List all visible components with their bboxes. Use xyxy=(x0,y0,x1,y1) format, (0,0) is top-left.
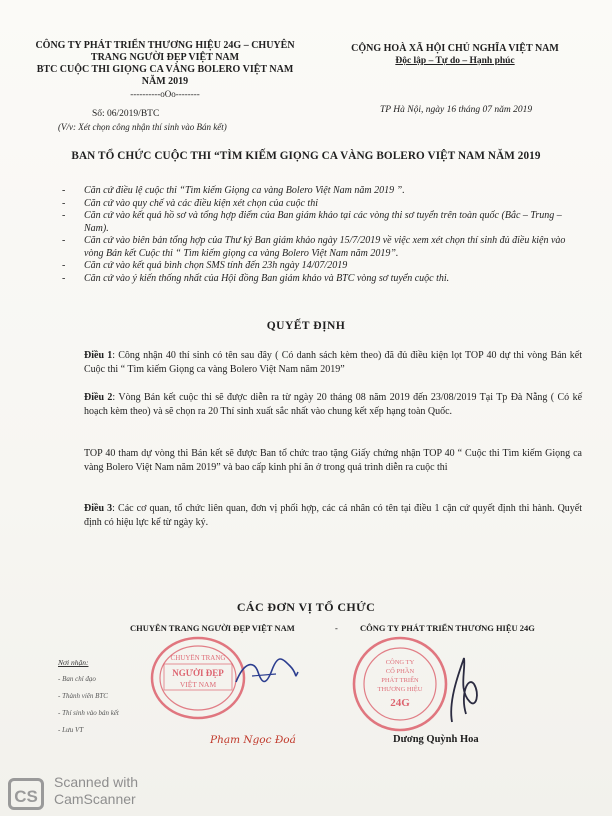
article-2-text: : Vòng Bán kết cuộc thi sẽ được diễn ra từ ngày 20 tháng 08 năm 2019 đến 23/08/2019 Tại Tp Đà Nẵng ( Có kế hoạch kèm theo) và sẽ chọn ra 20 Thí sinh xuất sắc nhất vào chung kết xếp hạng toàn Quốc. xyxy=(84,392,583,417)
legal-basis-item: - Căn cứ vào quy chế và các điều kiện xét chọn của cuộc thi xyxy=(62,197,318,209)
watermark-line-2: CamScanner xyxy=(54,791,136,807)
left-signer-name: Phạm Ngọc Đoá xyxy=(210,734,296,746)
article-3-label: Điều 3 xyxy=(84,503,113,514)
issuer-line-2: TRANG NGƯỜI ĐẸP VIỆT NAM xyxy=(90,52,240,63)
issuer-header xyxy=(30,40,300,100)
recipients-block xyxy=(58,657,119,736)
svg-text:VIỆT NAM: VIỆT NAM xyxy=(179,680,217,689)
issuer-line-1: CÔNG TY PHÁT TRIỂN THƯƠNG HIỆU 24G – CHUYÊN xyxy=(35,40,295,51)
organizer-separator: - xyxy=(335,623,338,633)
organizer-right: CÔNG TY PHÁT TRIỂN THƯƠNG HIỆU 24G xyxy=(360,623,535,633)
recipients-heading: Nơi nhận: xyxy=(58,658,89,667)
legal-basis-item: - Căn cứ vào kết quả bình chọn SMS tính đến 23h ngày 14/07/2019 xyxy=(62,260,348,271)
article-2 xyxy=(84,391,582,418)
right-signer-name: Dương Quỳnh Hoa xyxy=(393,734,479,745)
recipient-item: - Thí sinh vào bán kết xyxy=(58,709,119,717)
document-title: BAN TỔ CHỨC CUỘC THI “TÌM KIẾM GIỌNG CA VÀNG BOLERO VIỆT NAM NĂM 2019 xyxy=(71,150,541,162)
svg-text:PHÁT TRIỂN: PHÁT TRIỂN xyxy=(381,677,419,684)
recipient-item: - Thành viên BTC xyxy=(58,692,108,700)
recipient-item: - Ban chỉ đạo xyxy=(58,675,96,683)
issuer-line-3: BTC CUỘC THI GIỌNG CA VÀNG BOLERO VIỆT NAM xyxy=(36,64,294,75)
right-signature xyxy=(430,650,490,730)
decision-heading: QUYẾT ĐỊNH xyxy=(266,320,346,332)
legal-bases-list xyxy=(62,185,582,285)
svg-text:THƯƠNG HIỆU: THƯƠNG HIỆU xyxy=(377,686,423,693)
watermark-line-1: Scanned with xyxy=(54,774,139,790)
svg-text:CỔ PHẦN: CỔ PHẦN xyxy=(385,668,415,675)
left-signature xyxy=(232,652,302,692)
article-3-text: : Các cơ quan, tổ chức liên quan, đơn vị phối hợp, các cá nhân có tên tại điều 1 cận cứ quyết định thi hành. Quyết định có hiệu lực kể từ ngày ký. xyxy=(84,503,583,528)
article-3 xyxy=(84,502,582,529)
legal-basis-item: - Căn cứ điều lệ cuộc thi “Tìm kiếm Giọng ca vàng Bolero Việt Nam năm 2019 ”. xyxy=(62,185,405,196)
camscanner-logo-icon: CS xyxy=(8,778,44,810)
organizers-heading: CÁC ĐƠN VỊ TỔ CHỨC xyxy=(236,600,376,614)
organizer-left: CHUYÊN TRANG NGƯỜI ĐẸP VIỆT NAM xyxy=(130,623,295,633)
svg-text:NGƯỜI ĐẸP: NGƯỜI ĐẸP xyxy=(172,668,224,678)
article-1 xyxy=(84,349,582,376)
issuer-separator: ----------oOo-------- xyxy=(130,89,200,99)
legal-basis-item: - Căn cứ vào kết quả hồ sơ và tổng hợp điểm của Ban giám khảo tại các vòng thi sơ tuyển trên toàn quốc (Bắc – Trung – Nam). xyxy=(62,210,562,234)
article-1-text: : Công nhận 40 thí sinh có tên sau đây ( Có danh sách kèm theo) đã đủ điều kiện lọt TOP 40 dự thi vòng Bán kết Cuộc thi “ Tìm kiếm Giọng ca vàng Bolero Việt Nam năm 2019” xyxy=(84,350,583,375)
legal-basis-item: - Căn cứ vào ý kiến thống nhất của Hội đồng Ban giám khảo và BTC vòng sơ tuyển cuộc thi. xyxy=(62,272,450,284)
article-2-label: Điều 2 xyxy=(84,392,113,403)
nation-motto: Độc lập – Tự do – Hạnh phúc xyxy=(395,56,515,66)
recipient-item: - Lưu VT xyxy=(58,726,84,734)
scanner-watermark xyxy=(54,774,138,808)
legal-basis-item: - Căn cứ vào biên bản tổng hợp của Thư ký Ban giám khảo ngày 15/7/2019 về việc xem xét chọn thí sinh đủ điều kiện vào vòng Bán kết Cuộc thi “ Tìm kiếm giọng ca vàng Bolero Việt Nam năm 2019”. xyxy=(62,235,566,259)
document-date: TP Hà Nội, ngày 16 tháng 07 năm 2019 xyxy=(380,105,533,115)
svg-text:CÔNG TY: CÔNG TY xyxy=(385,659,415,666)
document-subject: (V/v: Xét chọn công nhận thí sinh vào Bán kết) xyxy=(58,122,227,132)
national-header xyxy=(330,42,580,68)
document-number: Số: 06/2019/BTC xyxy=(92,109,160,119)
article-2-continuation: TOP 40 tham dự vòng thi Bán kết sẽ được Ban tổ chức trao tặng Giấy chứng nhận TOP 40 “ Cuộc thi Tìm kiếm Giọng ca vàng Bolero Việt Nam năm 2019” và bao cấp kinh phí ăn ở trong quá trình diễn ra cuộc thi xyxy=(84,448,582,473)
issuer-line-4: NĂM 2019 xyxy=(141,76,189,87)
nation-name: CỘNG HOÀ XÃ HỘI CHỦ NGHĨA VIỆT NAM xyxy=(351,43,559,54)
svg-text:24G: 24G xyxy=(390,697,410,709)
article-1-label: Điều 1 xyxy=(84,350,113,361)
svg-text:CHUYÊN TRANG: CHUYÊN TRANG xyxy=(170,654,226,662)
